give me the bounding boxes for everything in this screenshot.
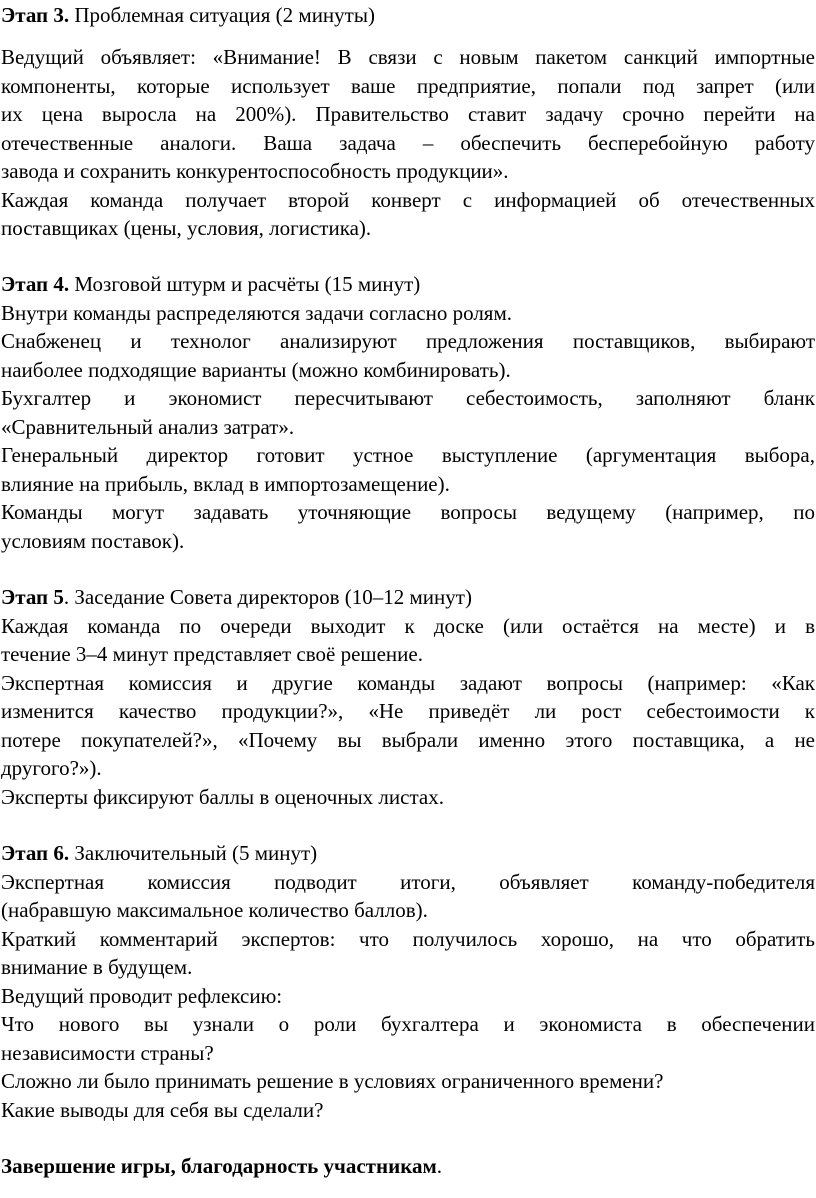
stage4-heading-rest: Мозговой штурм и расчёты (15 минут) — [69, 272, 421, 296]
stage5-line: течение 3–4 минут представляет своё решение. — [1, 642, 423, 666]
stage6-line: независимости страны? — [1, 1041, 214, 1065]
stage3-line: Ведущий объявляет: «Внимание! В связи с новым пакетом санкций импортные — [1, 45, 815, 69]
stage5-line: Экспертная комиссия и другие команды задают вопросы (например: «Как — [1, 671, 815, 695]
stage6-line: Какие выводы для себя вы сделали? — [1, 1098, 324, 1122]
stage3-line: их цена выросла на 200%). Правительство ставит задачу срочно перейти на — [1, 102, 815, 126]
stage5-line: Каждая команда по очереди выходит к доске (или остаётся на месте) и в — [1, 614, 815, 638]
stage4-line: Снабженец и технолог анализируют предложения поставщиков, выбирают — [1, 329, 815, 353]
stage6-line: Ведущий проводит рефлексию: — [1, 984, 283, 1008]
stage3-line: отечественные аналоги. Ваша задача – обеспечить бесперебойную работу — [1, 131, 815, 155]
stage4-line: влияние на прибыль, вклад в импортозамещение). — [1, 472, 450, 496]
stage6-line: внимание в будущем. — [1, 955, 193, 979]
stage4-line: Бухгалтер и экономист пересчитывают себестоимость, заполняют бланк — [1, 386, 815, 410]
stage6-heading-rest: Заключительный (5 минут) — [69, 841, 318, 865]
stage6-line: (набравшую максимальное количество баллов). — [1, 898, 428, 922]
stage3-line: компоненты, которые использует ваше предприятие, попали под запрет (или — [1, 74, 815, 98]
stage3-line: Каждая команда получает второй конверт с информацией об отечественных — [1, 188, 815, 212]
stage4-line: условиям поставок). — [1, 529, 185, 553]
stage4-heading-bold: Этап 4. — [1, 272, 70, 296]
stage4-heading — [1, 270, 815, 298]
stage4-line: Внутри команды распределяются задачи согласно ролям. — [1, 301, 513, 325]
stage3-line: поставщиках (цены, условия, логистика). — [1, 216, 372, 240]
stage5-line: другого?»). — [1, 756, 102, 780]
stage4-line: Команды могут задавать уточняющие вопросы ведущему (например, по — [1, 500, 815, 524]
stage6-heading-bold: Этап 6. — [1, 841, 70, 865]
stage6-line: Что нового вы узнали о роли бухгалтера и экономиста в обеспечении — [1, 1012, 815, 1036]
stage5-line: Эксперты фиксируют баллы в оценочных листах. — [1, 785, 444, 809]
stage6-heading — [1, 839, 815, 867]
stage4-line: «Сравнительный анализ затрат». — [1, 415, 295, 439]
stage6-line: Экспертная комиссия подводит итоги, объявляет команду-победителя — [1, 870, 815, 894]
stage4-line: Генеральный директор готовит устное выступление (аргументация выбора, — [1, 443, 815, 467]
stage5-line: потере покупателей?», «Почему вы выбрали именно этого поставщика, а не — [1, 728, 815, 752]
stage5-line: изменится качество продукции?», «Не приведёт ли рост себестоимости к — [1, 699, 815, 723]
stage4-line: наиболее подходящие варианты (можно комбинировать). — [1, 358, 511, 382]
stage3-heading-bold: Этап 3. — [1, 3, 70, 27]
stage3-heading-rest: Проблемная ситуация (2 минуты) — [69, 3, 375, 27]
stage5-heading-bold: Этап 5 — [1, 585, 64, 609]
closing-rest: . — [436, 1154, 443, 1178]
closing-line — [1, 1152, 815, 1180]
stage5-heading — [1, 583, 815, 611]
stage3-line: завода и сохранить конкурентоспособность продукции». — [1, 159, 509, 183]
closing-bold: Завершение игры, благодарность участникам — [1, 1154, 437, 1178]
stage5-heading-rest: . Заседание Совета директоров (10–12 минут) — [63, 585, 472, 609]
stage3-heading — [1, 1, 815, 29]
stage6-line: Краткий комментарий экспертов: что получилось хорошо, на что обратить — [1, 927, 815, 951]
stage6-line: Сложно ли было принимать решение в условиях ограниченного времени? — [1, 1069, 664, 1093]
